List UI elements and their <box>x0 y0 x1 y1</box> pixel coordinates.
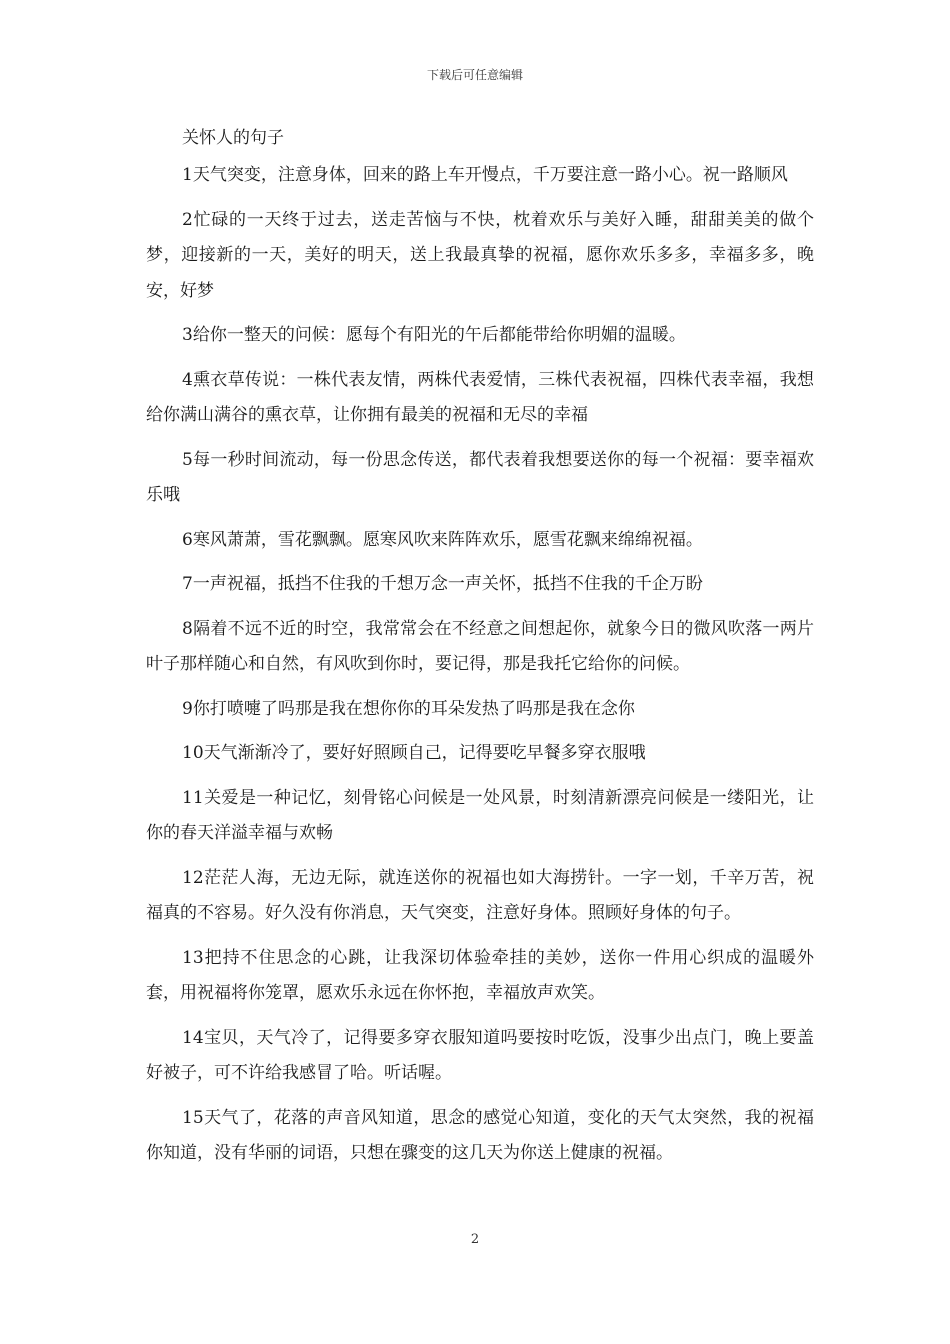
paragraph-5: 5每一秒时间流动，每一份思念传送，都代表着我想要送你的每一个祝福：要幸福欢乐哦 <box>146 449 814 505</box>
document-body <box>146 124 814 1172</box>
paragraph-6: 6寒风萧萧，雪花飘飘。愿寒风吹来阵阵欢乐，愿雪花飘来绵绵祝福。 <box>182 529 703 550</box>
paragraph-8: 8隔着不远不近的时空，我常常会在不经意之间想起你，就象今日的微风吹落一两片叶子那样随心和自然，有风吹到你时，要记得，那是我托它给你的问候。 <box>146 618 814 674</box>
paragraph-10: 10天气渐渐冷了，要好好照顾自己，记得要吃早餐多穿衣服哦 <box>182 743 646 763</box>
document-title: 关怀人的句子 <box>182 128 284 148</box>
paragraph-4: 4熏衣草传说：一株代表友情，两株代表爱情，三株代表祝福，四株代表幸福，我想给你满山满谷的熏衣草，让你拥有最美的祝福和无尽的幸福 <box>146 369 814 425</box>
paragraph-15: 15天气了，花落的声音风知道，思念的感觉心知道，变化的天气太突然，我的祝福你知道，没有华丽的词语，只想在骤变的这几天为你送上健康的祝福。 <box>146 1107 814 1163</box>
paragraph-11: 11关爱是一种记忆，刻骨铭心问候是一处风景，时刻清新漂亮问候是一缕阳光，让你的春天洋溢幸福与欢畅 <box>146 787 814 843</box>
paragraph-1: 1天气突变，注意身体，回来的路上车开慢点，千万要注意一路小心。祝一路顺风 <box>182 165 788 185</box>
paragraph-3: 3给你一整天的问候：愿每个有阳光的午后都能带给你明媚的温暖。 <box>182 325 686 345</box>
paragraph-2: 2忙碌的一天终于过去，送走苦恼与不快，枕着欢乐与美好入睡，甜甜美美的做个梦，迎接新的一天，美好的明天，送上我最真挚的祝福，愿你欢乐多多，幸福多多，晚安，好梦 <box>146 209 814 301</box>
page-number: 2 <box>470 1232 480 1247</box>
paragraph-9: 9你打喷嚏了吗那是我在想你你的耳朵发热了吗那是我在念你 <box>182 698 635 719</box>
page-header: 下载后可任意编辑 <box>426 68 523 82</box>
paragraph-12: 12茫茫人海，无边无际，就连送你的祝福也如大海捞针。一字一划，千辛万苦，祝福真的不容易。好久没有你消息，天气突变，注意好身体。照顾好身体的句子。 <box>146 867 814 923</box>
paragraph-7: 7一声祝福，抵挡不住我的千想万念一声关怀，抵挡不住我的千企万盼 <box>182 574 703 594</box>
paragraph-14: 14宝贝，天气冷了，记得要多穿衣服知道吗要按时吃饭，没事少出点门，晚上要盖好被子，可不许给我感冒了哈。听话喔。 <box>146 1027 814 1083</box>
paragraph-13: 13把持不住思念的心跳，让我深切体验牵挂的美妙，送你一件用心织成的温暖外套，用祝福将你笼罩，愿欢乐永远在你怀抱，幸福放声欢笑。 <box>146 947 814 1003</box>
